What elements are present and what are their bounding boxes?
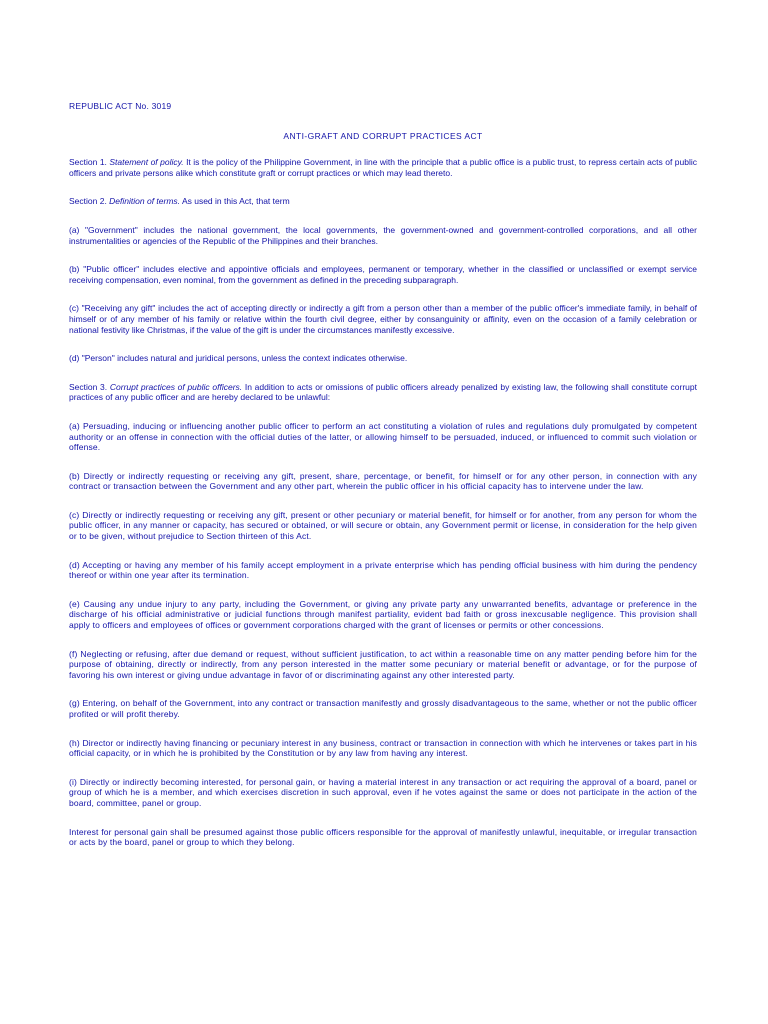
document-page [69,101,697,848]
section-heading: Definition of terms. [109,196,181,207]
clause-a-paragraph: (a) Persuading, inducing or influencing another public officer to perform an act constituting a violation of rules and regulations duly promulgated by competent authority or an offense in connection with the official duties of the latter, or allowing himself to be persuaded, induced, or influenced to commit such violation or offense. [69,420,697,453]
section-3-paragraph [69,382,697,403]
section-2-paragraph [69,196,697,207]
definition-d-paragraph: (d) "Person" includes natural and juridical persons, unless the context indicates otherwise. [69,353,408,364]
clause-h-paragraph: (h) Director or indirectly having financing or pecuniary interest in any business, contract or transaction in connection with which he intervenes or takes part in his official capacity, or in which he is prohibited by the Constitution or by any law from having any interest. [69,737,697,759]
section-text: As used in this Act, that term [180,196,290,207]
section-1-paragraph [69,157,697,178]
section-text: In addition to acts or omissions of public officers already penalized by existing law, the following shall constitute corrupt practices of any public officer and are hereby declared to be unlawful: [69,381,698,403]
section-heading: Statement of policy. [109,157,184,168]
clause-d-paragraph: (d) Accepting or having any member of his family accept employment in a private enterprise which has pending official business with him during the pendency thereof or within one year after its termination. [69,559,697,581]
clause-b-paragraph: (b) Directly or indirectly requesting or receiving any gift, present, share, percentage, or benefit, for himself or for any other person, in connection with any contract or transaction between the Government and any other part, wherein the public officer in his official capacity has to intervene under the law. [69,470,697,492]
clause-i-paragraph: (i) Directly or indirectly becoming interested, for personal gain, or having a material interest in any transaction or act requiring the approval of a board, panel or group of which he is a member, and which exercises discretion in such approval, even if he votes against the same or does not participate in the action of the board, committee, panel or group. [69,776,697,808]
definition-b-paragraph: (b) "Public officer" includes elective and appointive officials and employees, permanent or temporary, whether in the classified or unclassified or exempt service receiving compensation, even nominal, from the government as defined in the preceding subparagraph. [69,264,697,285]
section-text: It is the policy of the Philippine Government, in line with the principle that a public office is a public trust, to repress certain acts of public officers and private persons alike which constitute graft or corrupt practices or which may lead thereto. [69,157,697,178]
section-heading: Corrupt practices of public officers. [109,381,243,392]
section-label: Section 1. [69,157,110,168]
definition-c-paragraph: (c) "Receiving any gift" includes the act of accepting directly or indirectly a gift from a person other than a member of the public officer's immediate family, in behalf of himself or of any member of his family or relative within the fourth civil degree, either by consanguinity or affinity, even on the occasion of a family celebration or national festivity like Christmas, if the value of the gift is under the circumstances manifestly excessive. [69,303,697,335]
document-title: REPUBLIC ACT No. 3019 [69,101,172,111]
section-label: Section 2. [69,196,110,207]
document-subtitle: ANTI-GRAFT AND CORRUPT PRACTICES ACT [283,130,483,141]
clause-c-paragraph: (c) Directly or indirectly requesting or receiving any gift, present or other pecuniary or material benefit, for himself or for another, from any person for whom the public officer, in any manner or capacity, has secured or obtained, or will secure or obtain, any Government permit or license, in consideration for the help given or to be given, without prejudice to Section thirteen of this Act. [69,509,697,542]
clause-f-paragraph: (f) Neglecting or refusing, after due demand or request, without sufficient justification, to act within a reasonable time on any matter pending before him for the purpose of obtaining, directly or indirectly, from any person interested in the matter some pecuniary or material benefit or advantage, or for the purpose of favoring his own interest or giving undue advantage in favor of or discriminating against any other interested party. [69,648,697,680]
presumption-paragraph: Interest for personal gain shall be presumed against those public officers responsible for the approval of manifestly unlawful, inequitable, or irregular transaction or acts by the board, panel or group to which they belong. [69,826,697,848]
section-label: Section 3. [69,381,110,392]
clause-g-paragraph: (g) Entering, on behalf of the Government, into any contract or transaction manifestly and grossly disadvantageous to the same, whether or not the public officer profited or will profit thereby. [69,698,697,719]
definition-a-paragraph: (a) "Government" includes the national government, the local governments, the government-owned and government-controlled corporations, and all other instrumentalities or agencies of the Republic of the Philippines and their branches. [69,224,697,246]
clause-e-paragraph: (e) Causing any undue injury to any party, including the Government, or giving any private party any unwarranted benefits, advantage or preference in the discharge of his official administrative or judicial functions through manifest partiality, evident bad faith or gross inexcusable negligence. This provision shall apply to officers and employees of offices or government corporations charged with the grant of licenses or permits or other concessions. [69,598,697,631]
